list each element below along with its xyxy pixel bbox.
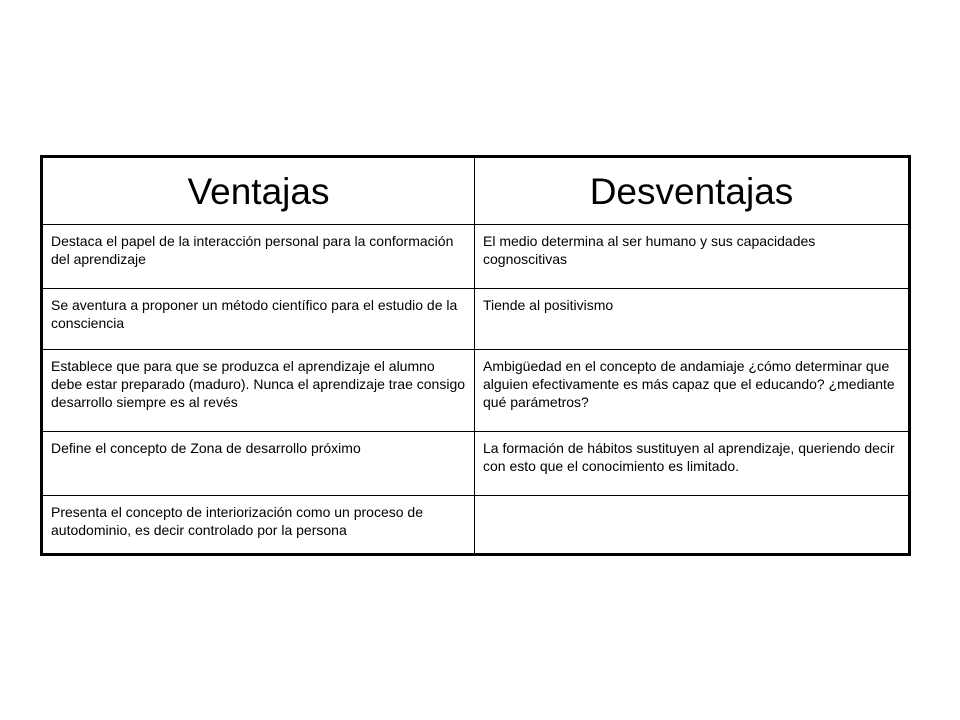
- ventaja-cell: Presenta el concepto de interiorización como un proceso de autodominio, es decir controlado por la persona: [42, 496, 475, 555]
- table-row: [42, 225, 910, 289]
- desventaja-cell: El medio determina al ser humano y sus capacidades cognoscitivas: [475, 225, 910, 289]
- ventaja-cell: Destaca el papel de la interacción personal para la conformación del aprendizaje: [42, 225, 475, 289]
- header-desventajas: Desventajas: [475, 157, 910, 225]
- table-row: [42, 289, 910, 350]
- table-row: [42, 496, 910, 555]
- table-row: [42, 350, 910, 432]
- desventaja-cell: La formación de hábitos sustituyen al aprendizaje, queriendo decir con esto que el conocimiento es limitado.: [475, 432, 910, 496]
- header-row: [42, 157, 910, 225]
- desventaja-cell: Tiende al positivismo: [475, 289, 910, 350]
- header-ventajas: Ventajas: [42, 157, 475, 225]
- desventaja-cell: Ambigüedad en el concepto de andamiaje ¿cómo determinar que alguien efectivamente es más capaz que el educando? ¿mediante qué parámetros?: [475, 350, 910, 432]
- comparison-table: [40, 155, 911, 556]
- desventaja-cell: [475, 496, 910, 555]
- table-row: [42, 432, 910, 496]
- ventaja-cell: Se aventura a proponer un método científico para el estudio de la consciencia: [42, 289, 475, 350]
- ventaja-cell: Establece que para que se produzca el aprendizaje el alumno debe estar preparado (maduro). Nunca el aprendizaje trae consigo desarrollo siempre es al revés: [42, 350, 475, 432]
- ventaja-cell: Define el concepto de Zona de desarrollo próximo: [42, 432, 475, 496]
